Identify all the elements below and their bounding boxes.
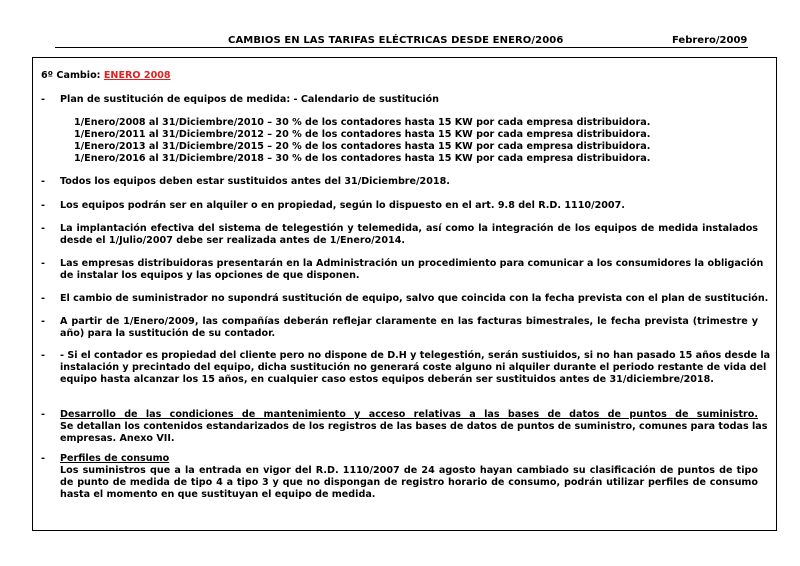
bullet-billing-line: A partir de 1/Enero/2009, las compañías deberán reflejar claramente en las facturas bimestrales, le fecha prevista (trimestre y (60, 316, 758, 327)
page-header (0, 35, 800, 47)
bullet-dash: - (41, 409, 45, 420)
consumption-profiles-line: Los suministros que a la entrada en vigor del R.D. 1110/2007 de 24 agosto hayan cambiado su clasificación de puntos de tipo (60, 465, 758, 476)
bullet-dash: - (41, 223, 45, 234)
bullet-dash: - (41, 176, 45, 187)
bullet-dash: - (41, 453, 45, 464)
consumption-profiles-line: de punto de medida de tipo 4 a tipo 3 y que no dispongan de registro horario de consumo, podrán utilizar perfiles de consumo (60, 477, 758, 488)
consumption-profiles-heading: Perfiles de consumo (60, 453, 170, 464)
consumption-profiles-line: hasta el momento en que sustituyan el equipo de medida. (60, 489, 376, 500)
bullet-telegestion-line: La implantación efectiva del sistema de telegestión y telemedida, así como la integración de los equipos de medida instalados (60, 223, 758, 234)
change-heading (41, 70, 171, 82)
bullet-distributors-line: de instalar los equipos y las opciones de que disponen. (60, 270, 360, 281)
schedule-item: 1/Enero/2013 al 31/Diciembre/2015 – 20 % de los contadores hasta 15 KW por cada empresa distribuidora. (74, 141, 651, 152)
bullet-telegestion-line: desde el 1/Julio/2007 debe ser realizada antes de 1/Enero/2014. (60, 235, 406, 246)
document-title: CAMBIOS EN LAS TARIFAS ELÉCTRICAS DESDE ENERO/2006 (228, 35, 564, 46)
bullet-dash: - (41, 350, 45, 361)
change-highlight: ENERO 2008 (103, 70, 171, 81)
bullet-supplier-change: El cambio de suministrador no supondrá sustitución de equipo, salvo que coincida con la fecha prevista con el plan de sustitución. (60, 293, 769, 304)
bullet-client-meter-line: instalación y precintado del equipo, dicha sustitución no generará coste alguno ni alquiler durante el periodo restante de vida del (60, 362, 767, 373)
bullet-client-meter-line: - Si el contador es propiedad del cliente pero no dispone de D.H y telegestión, serán sustiuidos, si no han pasado 15 años desde la (60, 350, 771, 361)
bullet-deadline: Todos los equipos deben estar sustituidos antes del 31/Diciembre/2018. (60, 176, 450, 187)
bullet-dash: - (41, 200, 45, 211)
bullet-database-line: Se detallan los contenidos estandarizados de los registros de las bases de datos de puntos de suministro, comunes para todas las (60, 421, 768, 432)
bullet-client-meter-line: equipo hasta alcanzar los 15 años, en cualquier caso estos equipos deberán ser sustituidos antes de 31/diciembre/2018. (60, 374, 714, 385)
header-rule (55, 47, 748, 48)
bullet-billing-line: año) para la sustitución de su contador. (60, 328, 276, 339)
bullet-dash: - (41, 293, 45, 304)
bullet-dash: - (41, 258, 45, 269)
plan-title: Plan de sustitución de equipos de medida: - Calendario de sustitución (60, 94, 439, 105)
bullet-database-line: empresas. Anexo VII. (60, 433, 175, 444)
bullet-dash: - (41, 316, 45, 327)
bullet-ownership: Los equipos podrán ser en alquiler o en propiedad, según lo dispuesto en el art. 9.8 del R.D. 1110/2007. (60, 200, 625, 211)
schedule-item: 1/Enero/2008 al 31/Diciembre/2010 – 30 % de los contadores hasta 15 KW por cada empresa distribuidora. (74, 117, 651, 128)
change-label: 6º Cambio: (41, 70, 101, 81)
schedule-item: 1/Enero/2016 al 31/Diciembre/2018 – 30 % de los contadores hasta 15 KW por cada empresa distribuidora. (74, 153, 651, 164)
schedule-item: 1/Enero/2011 al 31/Diciembre/2012 – 20 % de los contadores hasta 15 KW por cada empresa distribuidora. (74, 129, 651, 140)
bullet-dash: - (41, 94, 45, 105)
bullet-distributors-line: Las empresas distribuidoras presentarán en la Administración un procedimiento para comunicar a los consumidores la obligación (60, 258, 764, 269)
bullet-database-heading: Desarrollo de las condiciones de mantenimiento y acceso relativas a las bases de datos de puntos de suministro. (60, 409, 758, 420)
document-date: Febrero/2009 (672, 35, 748, 46)
